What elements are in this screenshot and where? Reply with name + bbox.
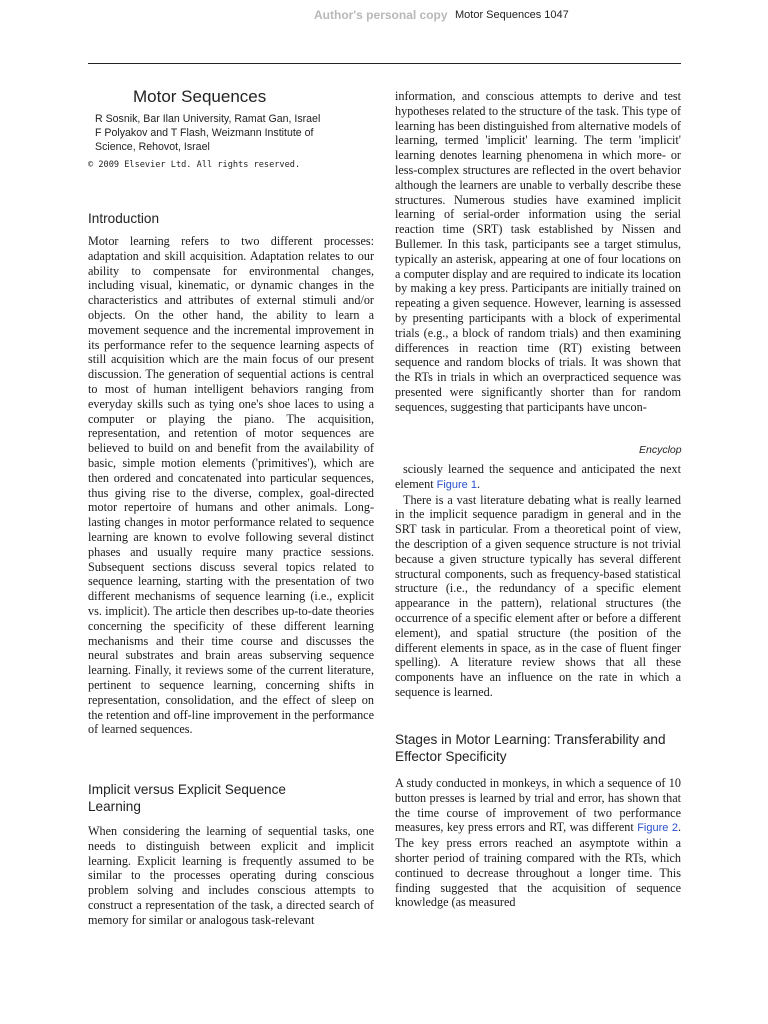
author-block xyxy=(95,112,365,154)
figure1-paragraph xyxy=(395,462,681,493)
page-header xyxy=(0,5,768,25)
figure1-text: sciously learned the sequence and anticipated the next element xyxy=(395,462,681,491)
literature-paragraph: There is a vast literature debating what is really learned in the implicit sequence paradigm in general and in the SRT task in particular. From a theoretical point of view, the description of a given sequence structure is not trivial because a given structure typically has several different structural components, such as frequency-based statistical structure (i.e., the redundancy of a specific element appearance in the pattern), relational structures (the occurrence of a specific element after or before a different element), and spatial structure (the position of the different elements in space, as in the case of fluent finger spelling). A literature review shows that all these components have an influence on the rate in which a sequence is learned. xyxy=(395,492,681,699)
section-heading-introduction: Introduction xyxy=(88,211,160,226)
right-middle-column xyxy=(395,462,681,700)
section-heading-implicit-explicit: Implicit versus Explicit Sequence Learning xyxy=(88,782,286,814)
section-heading-stages: Stages in Motor Learning: Transferability and Effector Specificity xyxy=(395,732,666,764)
intro-paragraph: Motor learning refers to two different processes: adaptation and skill acquisition. Adaptation relates to our ability to compensate for environmental changes, including visual, kinematic, or dynamic changes in the characteristics and attributes of external stimuli and/or objects. On the other hand, the ability to learn a movement sequence and the incremental improvement in its performance refer to the sequence learning aspects of still acquisition which are the main focus of our present discussion. The generation of sequential actions is central to most of human intelligent behaviors ranging from everyday skills such as tying one's shoe laces to using a computer or playing the piano. The acquisition, representation, and retention of motor sequences are believed to build on and benefit from the availability of basic, simple motion elements ('primitives'), which are then ordered and concatenated into particular sequences, thus giving rise to the diverse, complex, goal-directed motor repertoire of humans and other animals. Long-lasting changes in motor performance related to sequence learning are known to evolve following several distinct phases and usually require many practice sessions. Subsequent sections discuss several topics related to sequence learning, starting with the presentation of two different mechanisms of sequence learning (i.e., explicit vs. implicit). The article then describes up-to-date theories concerning the specificity of these different learning mechanisms and their time course and discusses the neural substrates and brain areas subserving sequence learning. Finally, it reviews some of the current literature, pertinent to sequence learning, concerning shifts in representation, consolidation, and the effect of sleep on the retention and off-line improvement in the performance of learned sequences. xyxy=(88,234,374,737)
intro-paragraph-column xyxy=(88,234,374,737)
watermark-text: Author's personal copy xyxy=(314,8,448,22)
author-line-3: Science, Rehovot, Israel xyxy=(95,141,210,153)
stages-paragraph-column xyxy=(395,776,681,910)
author-line-2: F Polyakov and T Flash, Weizmann Institute of xyxy=(95,127,314,139)
stages-text-b: . The key press errors reached an asymptote within a shorter period of training compared with the RTs, which continued to decrease throughout a longer time. This finding suggested that the acquisition of sequence knowledge (as measured xyxy=(395,820,681,910)
stages-paragraph xyxy=(395,776,681,910)
figure1-text-end: . xyxy=(476,476,481,491)
header-rule xyxy=(88,63,681,64)
right-top-column xyxy=(395,89,681,415)
running-head: Motor Sequences 1047 xyxy=(455,9,569,21)
implicit-paragraph-column xyxy=(88,824,374,928)
copyright-notice: © 2009 Elsevier Ltd. All rights reserved. xyxy=(88,160,301,170)
implicit-paragraph: When considering the learning of sequential tasks, one needs to distinguish between explicit and implicit learning. Explicit learning is frequently assumed to be similar to the processes operating during conscious problem solving and includes conscious attempts to construct a representation of the task, a directed search of memory for similar or analogous task-relevant xyxy=(88,824,374,927)
stages-text-a: A study conducted in monkeys, in which a sequence of 10 button presses is learned by trial and error, has shown that the time course of improvement of two performance measures, key press errors and RT, was different xyxy=(395,776,681,835)
article-title: Motor Sequences xyxy=(133,87,267,106)
encyclopedia-tag: Encyclop xyxy=(639,444,682,456)
author-line-1: R Sosnik, Bar Ilan University, Ramat Gan, Israel xyxy=(95,113,321,125)
figure-1-link[interactable]: Figure 1 xyxy=(436,478,477,491)
figure-2-link[interactable]: Figure 2 xyxy=(637,822,678,835)
right-top-paragraph: information, and conscious attempts to derive and test hypotheses related to the structure of the task. This type of learning has been distinguished from alternative models of learning, termed 'implicit' learning. The term 'implicit' learning denotes learning phenomena in which more- or less-complex structures are reflected in the overt behavior although the learners are unable to verbally describe these structures. Numerous studies have examined implicit learning of serial-order information using the serial reaction time (SRT) task established by Nissen and Bullemer. In this task, participants see a target stimulus, typically an asterisk, appearing at one of four locations on a computer display and are required to indicate its location by making a key press. Participants are initially trained on repeating a given sequence. However, learning is assessed by presenting participants with a block of experimental trials (e.g., a block of random trials) and then examining differences in reaction time (RT) existing between sequence and random blocks of trials. It was shown that the RTs in trials in which an overpracticed sequence was presented were significantly shorter than for random sequences, suggesting that participants have uncon- xyxy=(395,89,681,414)
